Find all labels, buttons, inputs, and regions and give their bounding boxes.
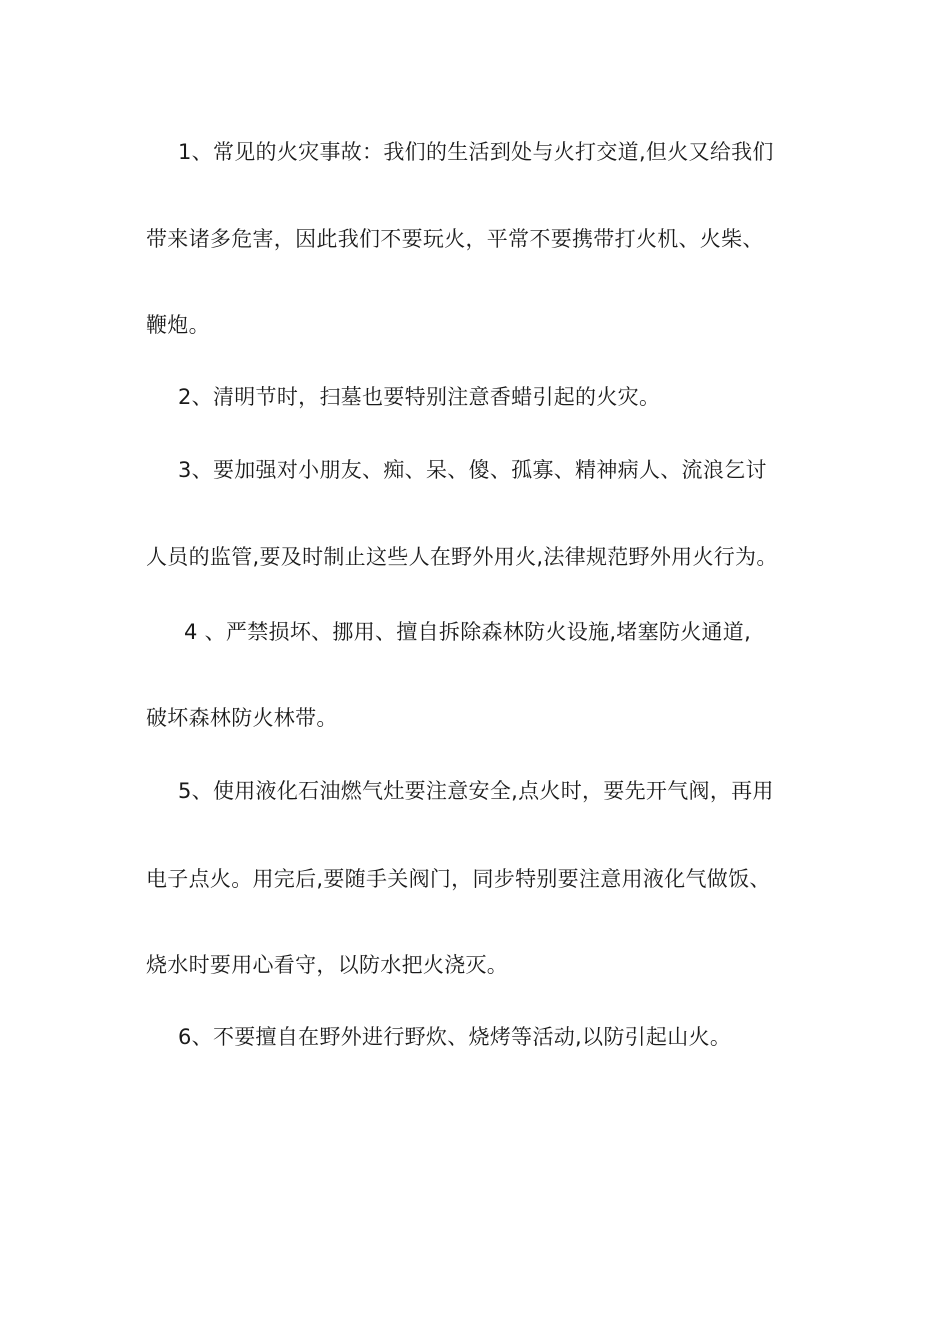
paragraph-1-line-2: 带来诸多危害，因此我们不要玩火，平常不要携带打火机、火柴、 xyxy=(146,227,764,251)
paragraph-5-line-3: 烧水时要用心看守，以防水把火浇灭。 xyxy=(146,953,509,977)
paragraph-4-line-2: 破坏森林防火林带。 xyxy=(146,706,338,730)
paragraph-2-line-1: 2、清明节时，扫墓也要特别注意香蜡引起的火灾。 xyxy=(178,385,661,409)
paragraph-6-line-1: 6、不要擅自在野外进行野炊、烧烤等活动,以防引起山火。 xyxy=(178,1025,732,1049)
paragraph-1-line-3: 鞭炮。 xyxy=(146,313,210,337)
paragraph-1-line-1: 1、常见的火灾事故：我们的生活到处与火打交道,但火又给我们 xyxy=(178,140,774,164)
paragraph-3-line-1: 3、要加强对小朋友、痴、呆、傻、孤寡、精神病人、流浪乞讨 xyxy=(178,458,767,482)
paragraph-4-line-1: 4 、严禁损坏、挪用、擅自拆除森林防火设施,堵塞防火通道, xyxy=(184,620,752,644)
paragraph-3-line-2: 人员的监管,要及时制止这些人在野外用火,法律规范野外用火行为。 xyxy=(146,545,778,569)
paragraph-5-line-2: 电子点火。用完后,要随手关阀门，同步特别要注意用液化气做饭、 xyxy=(146,867,771,891)
paragraph-5-line-1: 5、使用液化石油燃气灶要注意安全,点火时，要先开气阀，再用 xyxy=(178,779,774,803)
